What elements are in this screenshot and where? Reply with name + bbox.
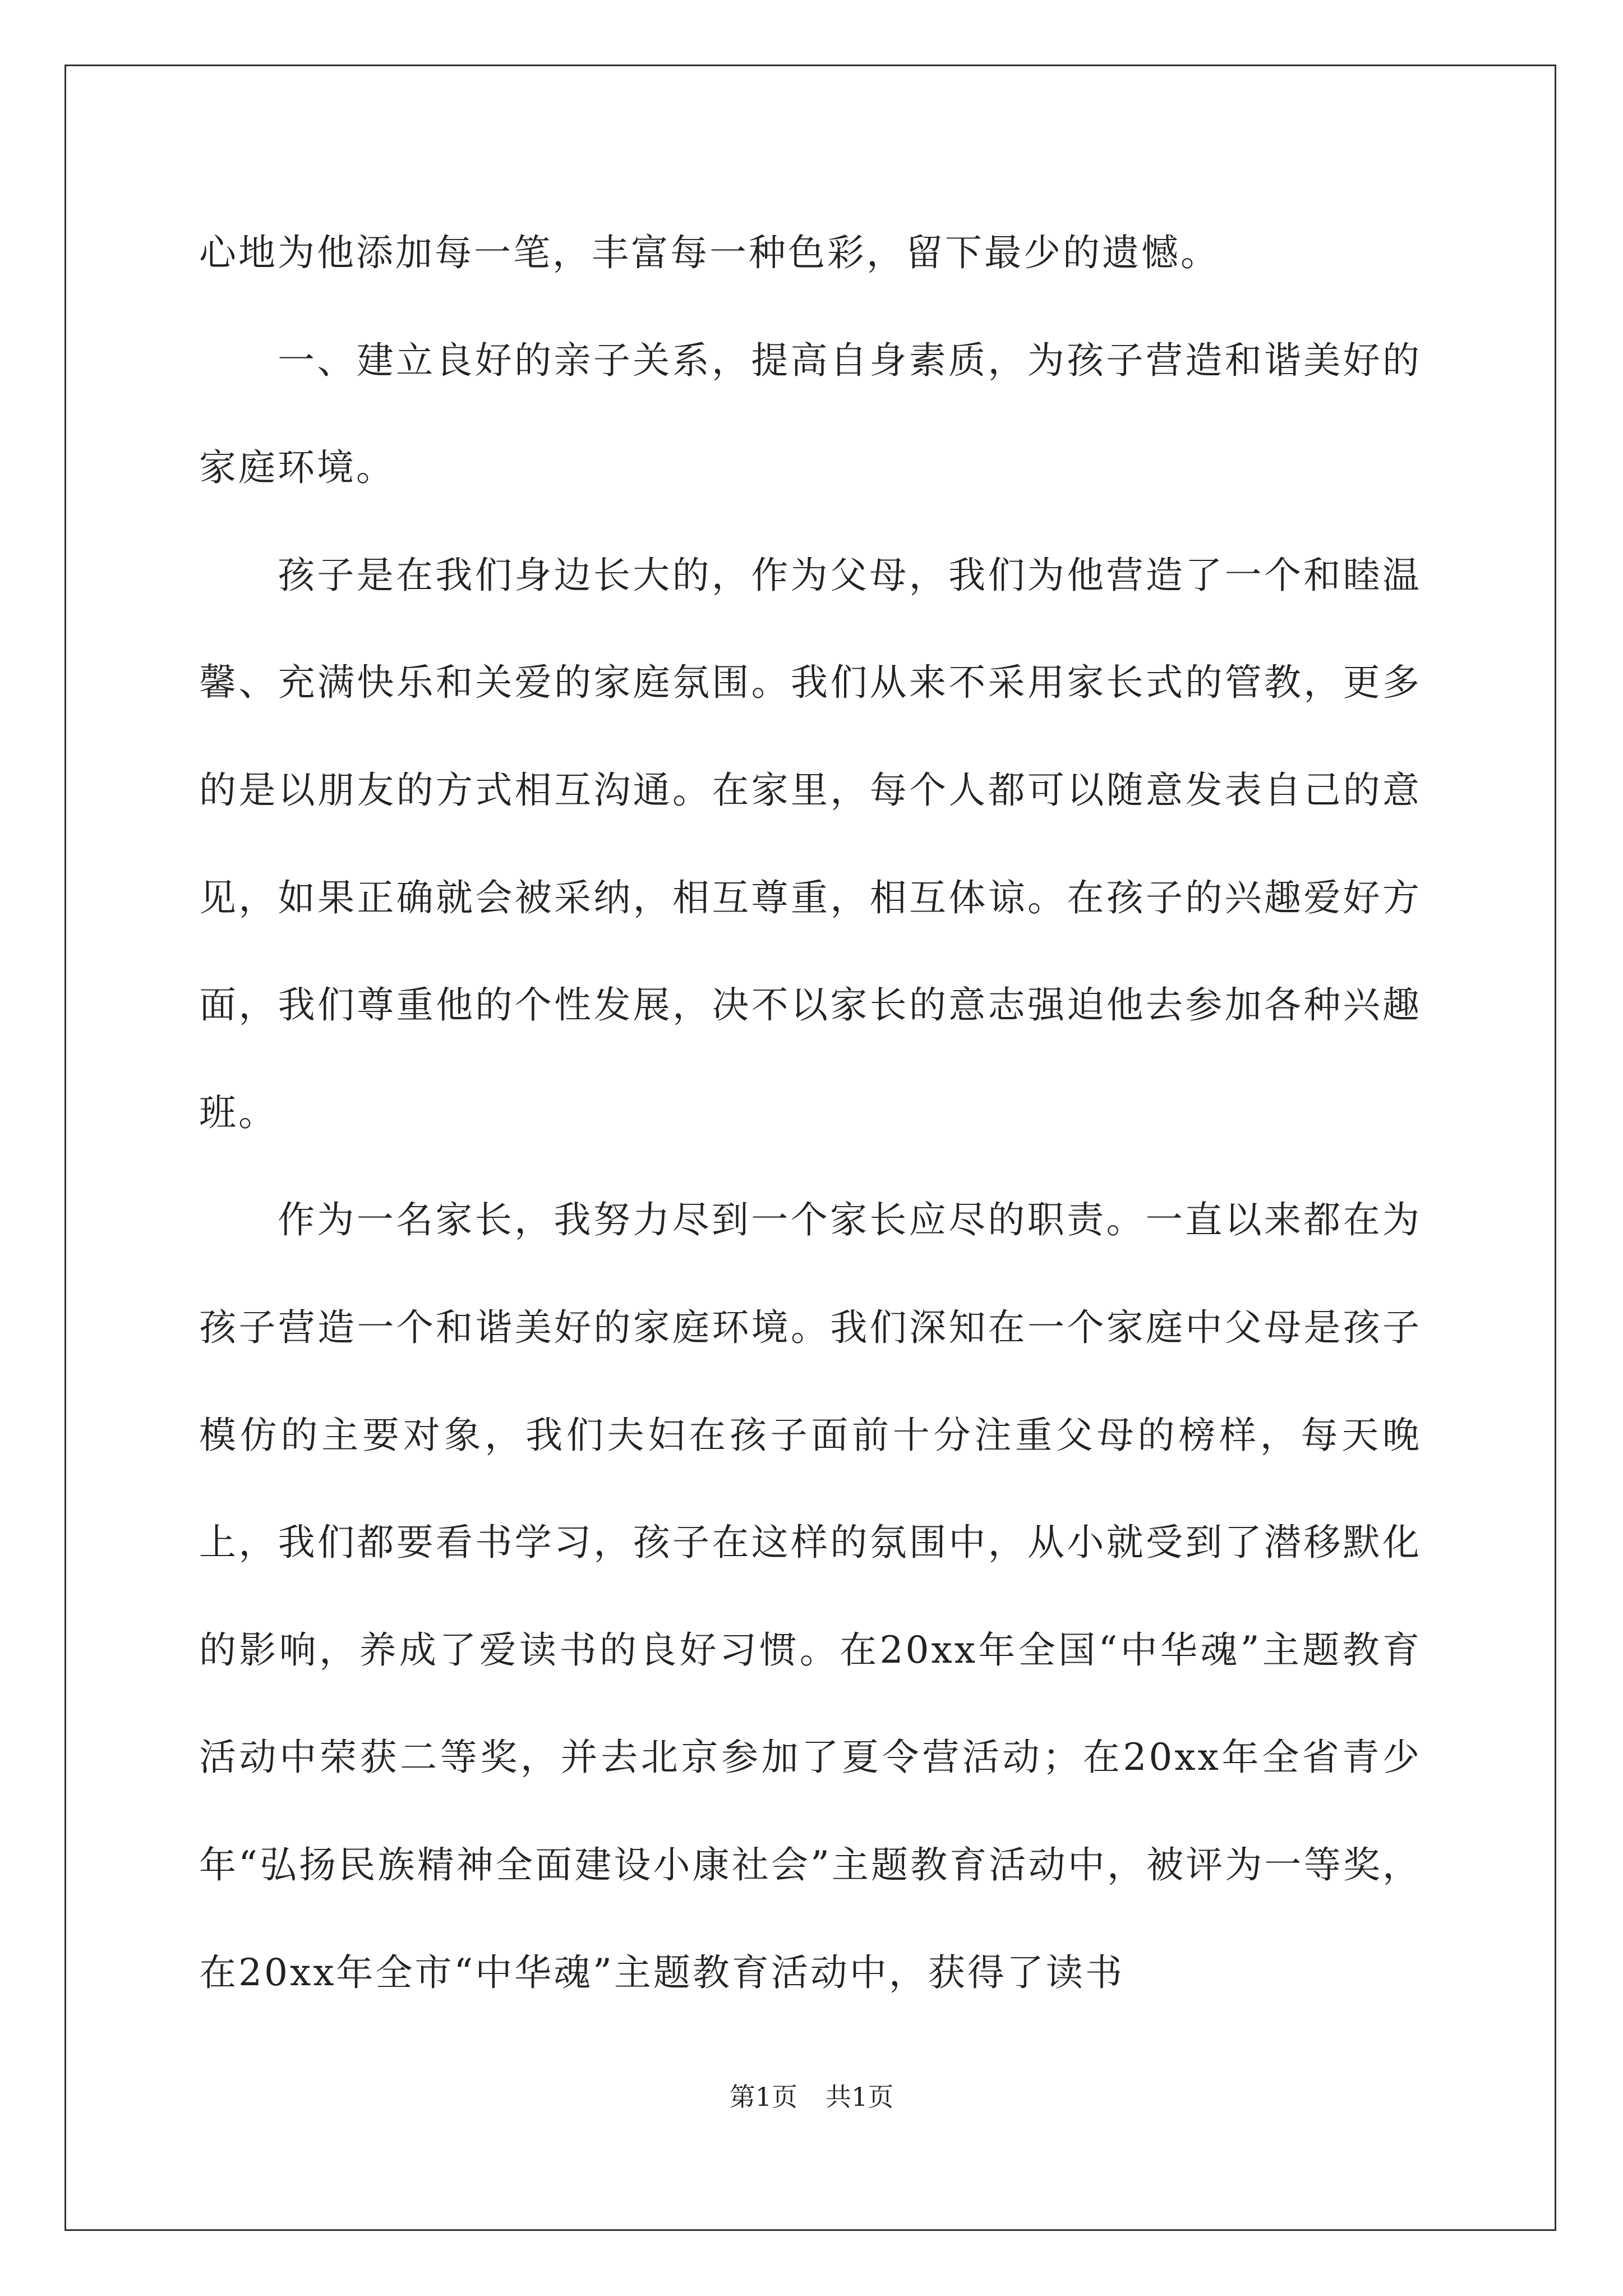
paragraph-1: 心地为他添加每一笔，丰富每一种色彩，留下最少的遗憾。 (199, 231, 1220, 274)
page-footer (0, 2080, 1623, 2114)
paragraph-4: 作为一名家长，我努力尽到一个家长应尽的职责。一直以来都在为孩子营造一个和谐美好的家庭环境。我们深知在一个家庭中父母是孩子模仿的主要对象，我们夫妇在孩子面前十分注重父母的榜样，每天晚上，我们都要看书学习，孩子在这样的氛围中，从小就受到了潜移默化的影响，养成了爱读书的良好习惯。在20xx年全国“中华魂”主题教育活动中荣获二等奖，并去北京参加了夏令营活动；在20xx年全省青少年“弘扬民族精神全面建设小康社会”主题教育活动中，被评为一等奖，在20xx年全市“中华魂”主题教育活动中，获得了读书 (199, 1198, 1422, 1994)
paragraph-3: 孩子是在我们身边长大的，作为父母，我们为他营造了一个和睦温馨、充满快乐和关爱的家庭氛围。我们从来不采用家长式的管教，更多的是以朋友的方式相互沟通。在家里，每个人都可以随意发表自己的意见，如果正确就会被采纳，相互尊重，相互体谅。在孩子的兴趣爱好方面，我们尊重他的个性发展，决不以家长的意志强迫他去参加各种兴趣班。 (199, 553, 1422, 1134)
page-number: 第1页 (729, 2082, 797, 2112)
document-body (199, 199, 1422, 2026)
paragraph-2: 一、建立良好的亲子关系，提高自身素质，为孩子营造和谐美好的家庭环境。 (199, 338, 1422, 490)
page-total: 共1页 (826, 2082, 894, 2112)
